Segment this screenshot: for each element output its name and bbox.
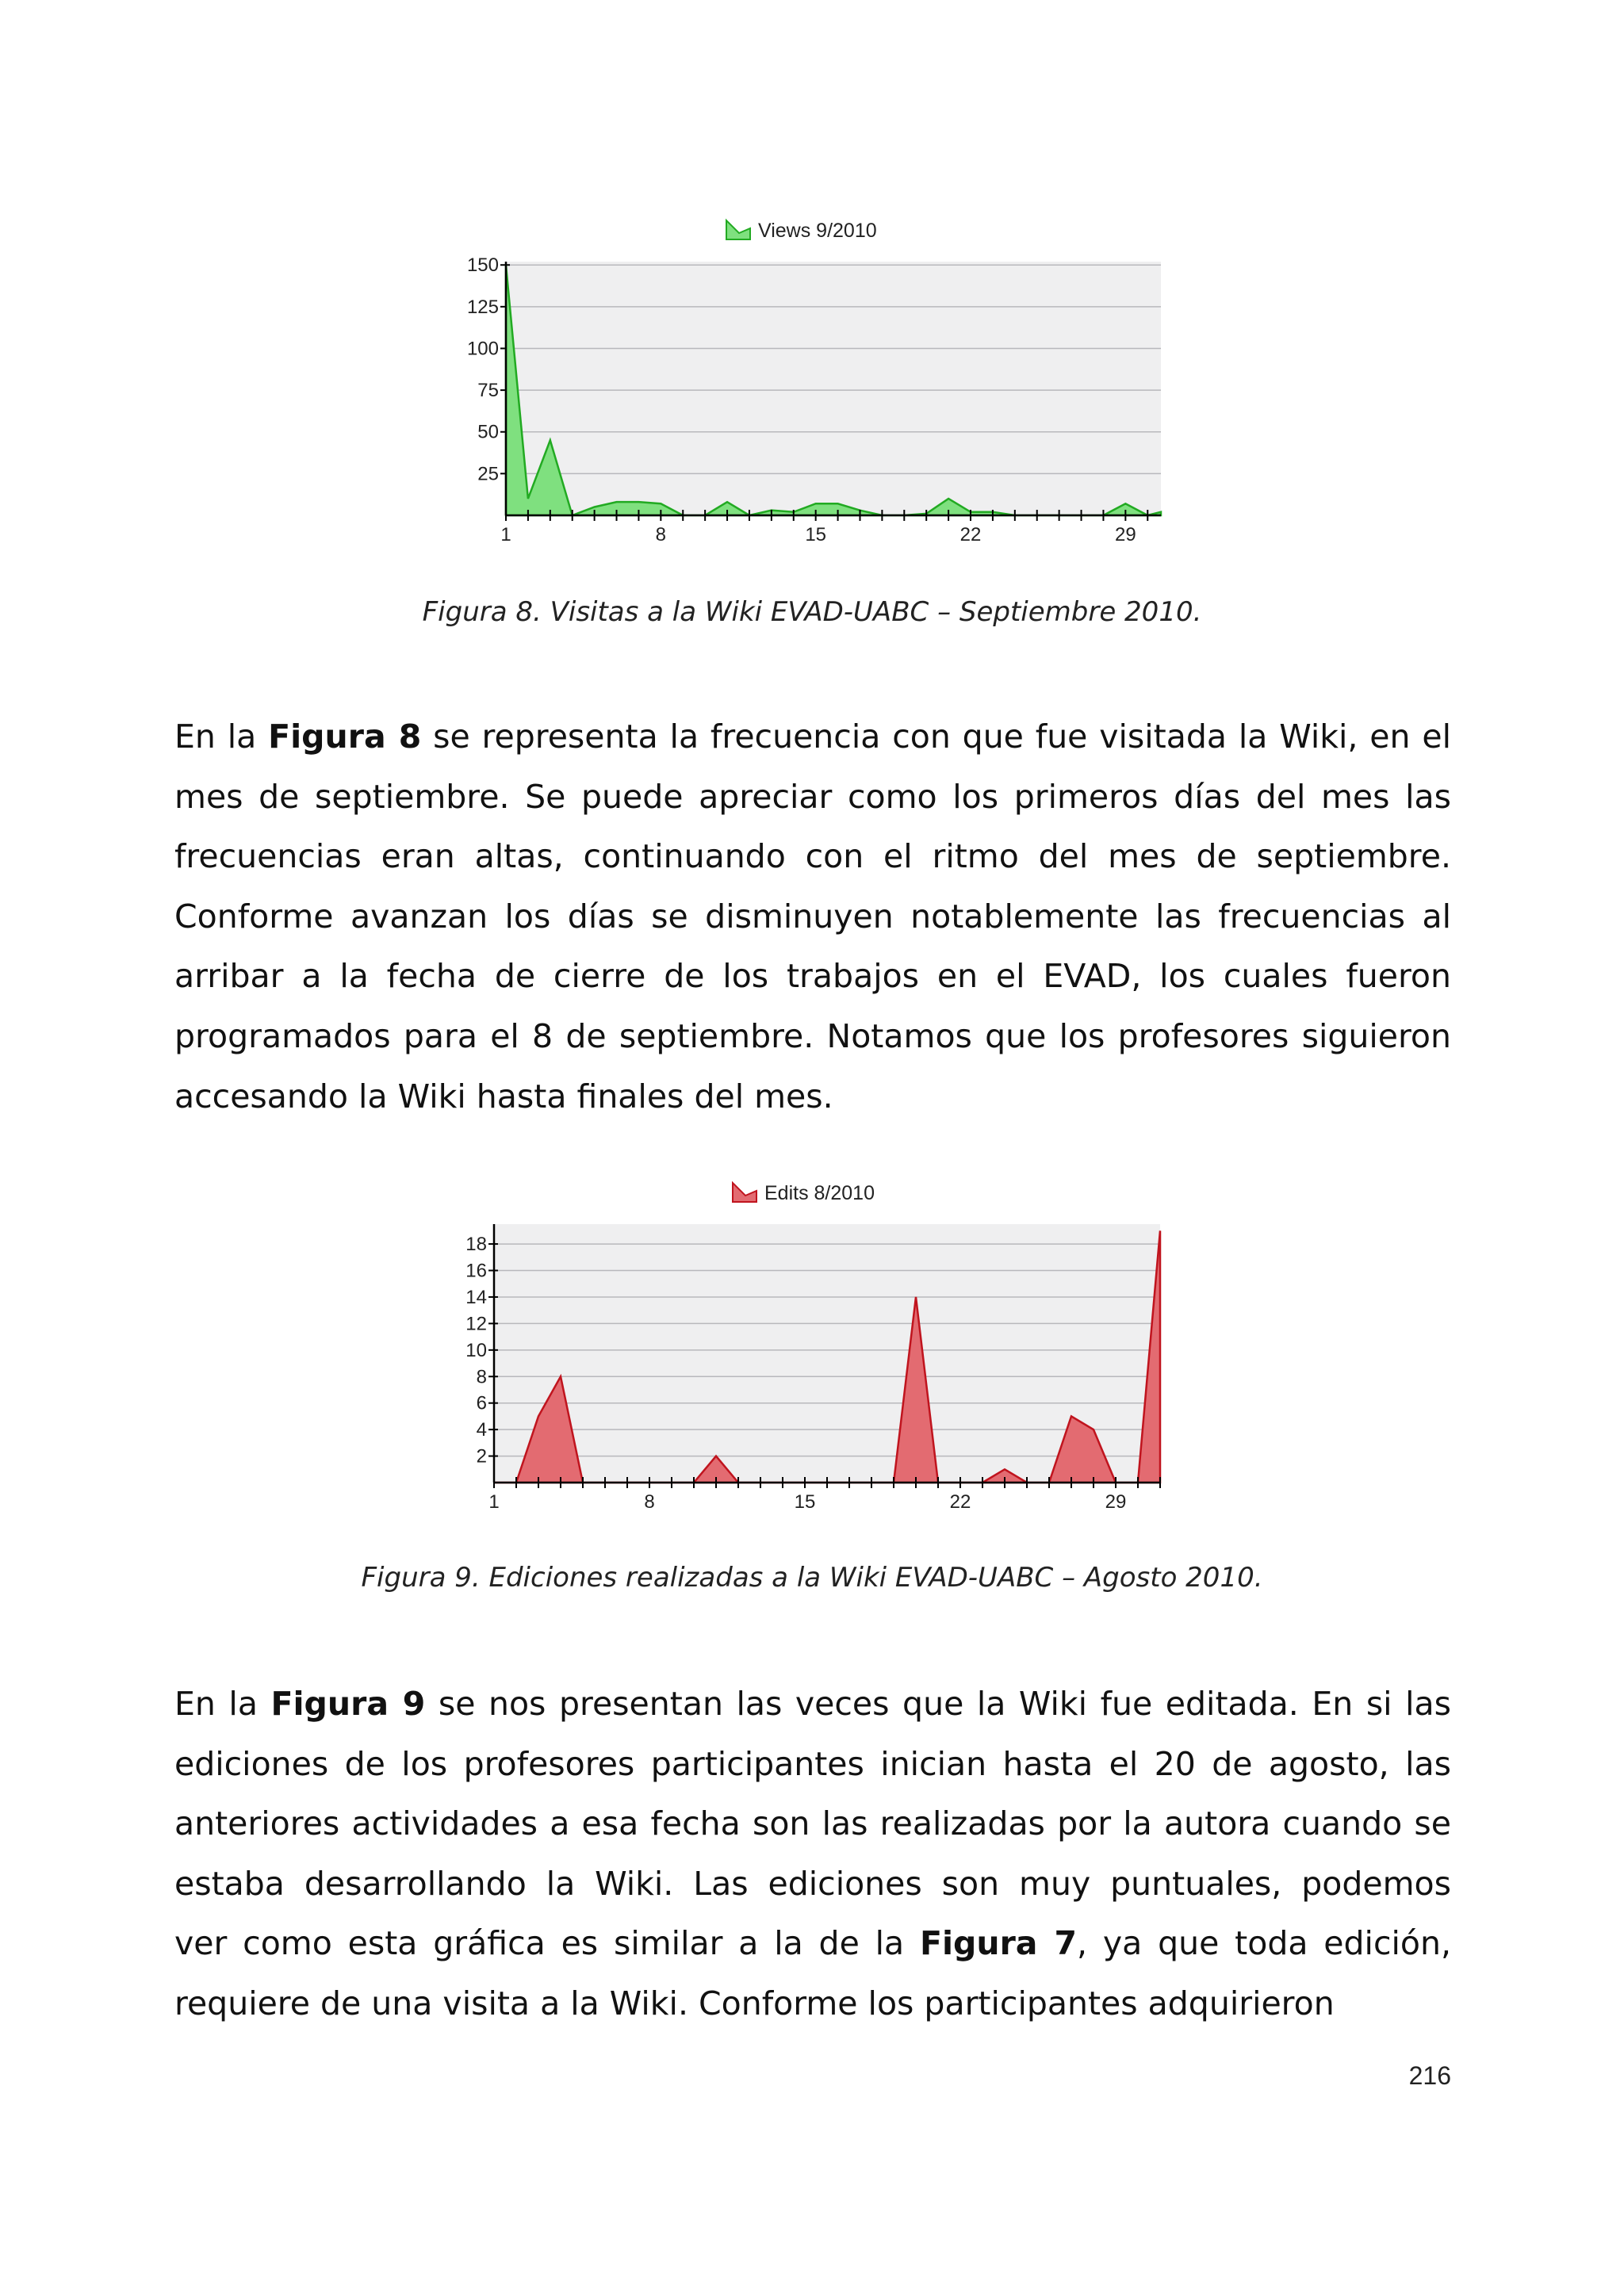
text-run: se representa la frecuencia con que fue visitada la Wiki, en el	[421, 718, 1451, 756]
legend-label: Views 9/2010	[758, 220, 877, 242]
y-tick-label: 150	[466, 254, 499, 277]
y-tick-label: 18	[465, 1234, 487, 1256]
text-line	[174, 1735, 1451, 1795]
text-run: requiere de una visita a la Wiki. Conforme los participantes adquirieron	[174, 1984, 1335, 2022]
figure9-chart	[428, 1167, 1174, 1516]
text-line	[174, 707, 1451, 767]
text-run: ediciones de los profesores participantes inician hasta el 20 de agosto, las	[174, 1744, 1451, 1783]
text-run: , ya que toda edición,	[1077, 1924, 1451, 1963]
text-line	[174, 887, 1451, 947]
text-run: En la	[174, 1685, 271, 1723]
x-tick-label: 1	[500, 524, 511, 545]
plot-background	[494, 1224, 1160, 1483]
figure-reference: Figura 7	[919, 1924, 1078, 1963]
y-tick-label: 8	[476, 1366, 487, 1388]
y-tick-label: 125	[466, 296, 499, 318]
x-tick-label: 15	[794, 1491, 816, 1513]
text-line	[174, 1674, 1451, 1735]
text-line	[174, 1007, 1451, 1067]
paragraph-figura9	[174, 1674, 1451, 2034]
views-chart-svg	[444, 205, 1174, 553]
x-tick-label: 15	[805, 524, 827, 545]
text-line	[174, 1914, 1451, 1974]
page-number: 216	[1408, 2061, 1451, 2090]
text-run: frecuencias eran altas, continuando con el ritmo del mes de septiembre.	[174, 837, 1451, 876]
text-run: anteriores actividades a esa fecha son las realizadas por la autora cuando se	[174, 1804, 1451, 1843]
text-run: Conforme avanzan los días se disminuyen notablemente las frecuencias al	[174, 897, 1451, 936]
y-tick-label: 6	[476, 1392, 487, 1414]
edits-chart-svg	[428, 1167, 1174, 1516]
paragraph-figura8	[174, 707, 1451, 1127]
text-line	[174, 947, 1451, 1007]
y-tick-label: 14	[465, 1286, 487, 1308]
text-run: estaba desarrollando la Wiki. Las ediciones son muy puntuales, podemos	[174, 1864, 1451, 1903]
plot-background	[506, 262, 1161, 515]
legend-label: Edits 8/2010	[764, 1182, 875, 1204]
figure9-caption: Figura 9. Ediciones realizadas a la Wiki EVAD-UABC – Agosto 2010.	[361, 1562, 1263, 1594]
y-tick-label: 16	[465, 1260, 487, 1282]
text-line	[174, 1067, 1451, 1127]
x-tick-label: 29	[1105, 1491, 1127, 1513]
figure-reference: Figura 8	[268, 718, 422, 756]
figure-reference: Figura 9	[270, 1685, 426, 1723]
y-tick-label: 2	[476, 1445, 487, 1468]
text-run: mes de septiembre. Se puede apreciar como los primeros días del mes las	[174, 777, 1451, 816]
x-tick-label: 8	[644, 1491, 655, 1513]
text-line	[174, 1974, 1451, 2034]
text-line	[174, 827, 1451, 887]
legend-swatch-icon	[733, 1183, 756, 1202]
text-line	[174, 1794, 1451, 1854]
y-tick-label: 10	[465, 1339, 487, 1361]
x-tick-label: 29	[1114, 524, 1136, 545]
text-run: ver como esta gráfica es similar a la de la	[174, 1924, 920, 1963]
text-line	[174, 767, 1451, 828]
x-tick-label: 22	[959, 524, 982, 545]
x-tick-label: 1	[488, 1491, 500, 1513]
text-run: programados para el 8 de septiembre. Notamos que los profesores siguieron	[174, 1016, 1451, 1055]
legend-swatch-icon	[726, 220, 750, 239]
text-run: accesando la Wiki hasta finales del mes.	[174, 1077, 833, 1115]
y-tick-label: 25	[477, 463, 499, 485]
y-tick-label: 75	[477, 380, 499, 402]
figure8-caption: Figura 8. Visitas a la Wiki EVAD-UABC – Septiembre 2010.	[422, 596, 1202, 628]
x-tick-label: 22	[949, 1491, 971, 1513]
text-run: se nos presentan las veces que la Wiki fue editada. En si las	[425, 1685, 1451, 1723]
text-run: arribar a la fecha de cierre de los trabajos en el EVAD, los cuales fueron	[174, 957, 1451, 996]
x-tick-label: 8	[655, 524, 667, 545]
y-tick-label: 4	[476, 1419, 487, 1441]
y-tick-label: 100	[466, 338, 499, 360]
y-tick-label: 50	[477, 421, 499, 443]
figure8-chart	[444, 205, 1174, 553]
text-line	[174, 1854, 1451, 1915]
y-tick-label: 12	[465, 1313, 487, 1335]
text-run: En la	[174, 718, 269, 756]
